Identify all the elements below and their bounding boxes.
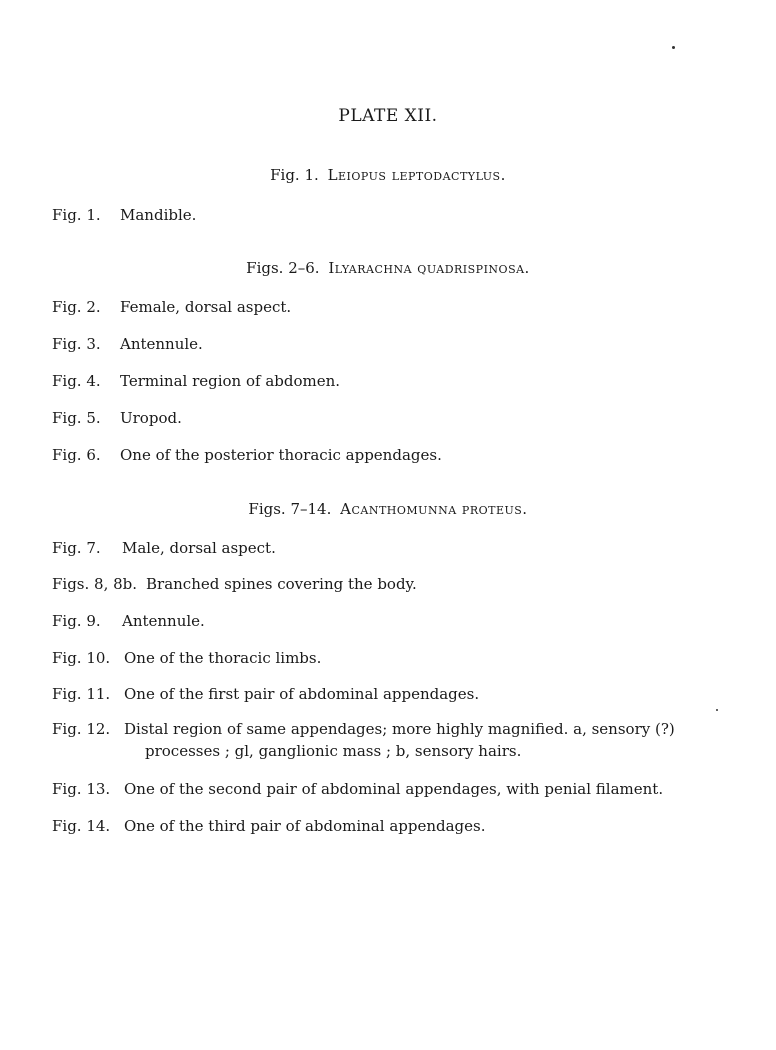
entry-label: Fig. 12. (52, 720, 111, 738)
entry-text: Female, dorsal aspect. (120, 298, 292, 316)
section-heading-2 (0, 259, 776, 277)
section-heading-species: Ilyarachna quadrispinosa. (328, 259, 530, 277)
entry-text: One of the second pair of abdominal appendages, with penial filament. (124, 780, 664, 798)
entry-label: Fig. 11. (52, 685, 111, 703)
entry-text: One of the third pair of abdominal appendages. (124, 817, 486, 835)
entry-label: Fig. 9. (52, 612, 101, 630)
plate-entry (52, 444, 442, 466)
plate-entry (52, 573, 417, 595)
plate-entry (52, 683, 479, 705)
entry-text: Branched spines covering the body. (146, 575, 417, 593)
entry-text: One of the thoracic limbs. (124, 649, 322, 667)
section-heading-species: Acanthomunna proteus. (340, 500, 528, 518)
entry-label: Fig. 1. (52, 206, 101, 224)
print-speck (672, 46, 675, 49)
entry-text: One of the first pair of abdominal appendages. (124, 685, 480, 703)
section-heading-3 (0, 500, 776, 518)
plate-entry (52, 815, 486, 837)
plate-entry (52, 407, 182, 429)
plate-entry (52, 718, 722, 762)
entry-text: Uropod. (120, 409, 182, 427)
plate-entry (52, 296, 291, 318)
plate-title: PLATE XII. (338, 106, 438, 126)
entry-text: Terminal region of abdomen. (120, 372, 341, 390)
section-heading-prefix: Figs. 7–14. (248, 500, 332, 518)
entry-label: Fig. 5. (52, 409, 101, 427)
plate-entry (52, 333, 203, 355)
entry-text: One of the posterior thoracic appendages. (120, 446, 442, 464)
print-speck (716, 709, 718, 711)
plate-entry (52, 610, 205, 632)
section-heading-species: Leiopus leptodactylus. (327, 166, 506, 184)
plate-entry (52, 778, 663, 800)
plate-entry (52, 370, 340, 392)
entry-label: Fig. 6. (52, 446, 101, 464)
entry-label: Figs. 8, 8b. (52, 575, 138, 593)
entry-text: Male, dorsal aspect. (122, 539, 276, 557)
entry-text: Antennule. (122, 612, 205, 630)
entry-label: Fig. 14. (52, 817, 111, 835)
entry-label: Fig. 4. (52, 372, 101, 390)
entry-text: Mandible. (120, 206, 197, 224)
entry-label: Fig. 10. (52, 649, 111, 667)
entry-text: Distal region of same appendages; more highly magnified. a, sensory (?) (124, 720, 675, 738)
plate-entry (52, 647, 321, 669)
entry-label: Fig. 3. (52, 335, 101, 353)
plate-entry (52, 204, 196, 226)
entry-text-continuation: processes ; gl, ganglionic mass ; b, sensory hairs. (145, 742, 522, 760)
section-heading-1 (0, 166, 776, 184)
entry-label: Fig. 13. (52, 780, 111, 798)
section-heading-prefix: Fig. 1. (270, 166, 319, 184)
plate-entry (52, 537, 276, 559)
entry-text: Antennule. (120, 335, 203, 353)
entry-label: Fig. 2. (52, 298, 101, 316)
entry-label: Fig. 7. (52, 539, 101, 557)
section-heading-prefix: Figs. 2–6. (246, 259, 320, 277)
